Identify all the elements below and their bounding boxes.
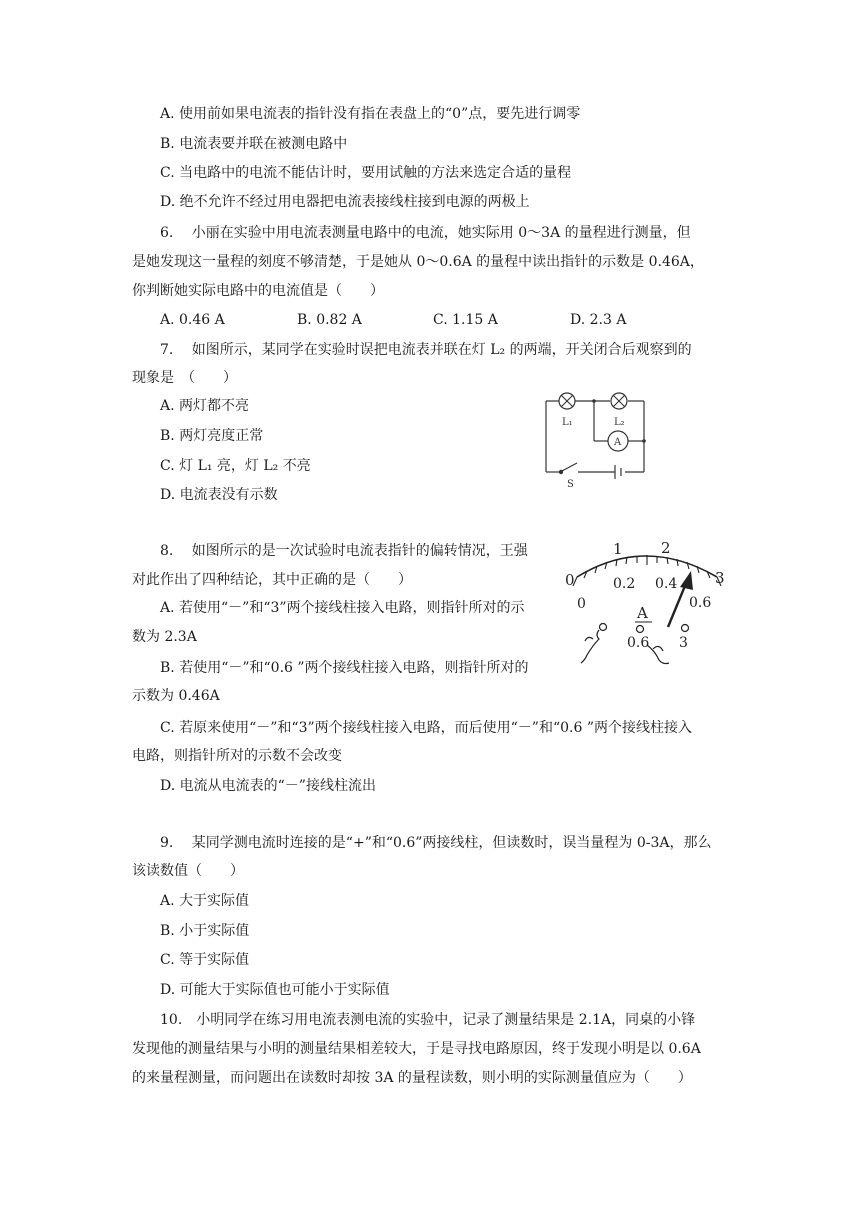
lower-scale-04: 0.4 [655,576,678,592]
junction-dot [642,439,646,443]
q9-option-d: D. 可能大于实际值也可能小于实际值 [160,982,390,998]
q9-option-c: C. 等于实际值 [160,952,250,968]
ammeter-label: A [614,437,622,448]
q8-stem-line2: 对此作出了四种结论，其中正确的是（ ） [132,572,412,588]
q6-stem-line3: 你判断她实际电路中的电流值是（ ） [132,283,384,299]
upper-scale-3: 3 [715,569,725,587]
q5-option-b: B. 电流表要并联在被测电路中 [160,136,348,152]
q7-circuit-diagram [540,385,652,490]
q6-option-d: D. 2.3 A [570,312,627,328]
q6-options-row [0,310,860,330]
lower-scale-06: 0.6 [689,595,712,611]
q5-option-a: A. 使用前如果电流表的指针没有指在表盘上的“0”点，要先进行调零 [160,106,581,122]
q5-option-d: D. 绝不允许不经过用电器把电流表接线柱接到电源的两极上 [160,194,530,210]
q9-stem-line1: 9. 某同学测电流时连接的是“+”和“0.6”两接线柱，但读数时，误当量程为 0-3A，那么 [160,835,712,851]
switch-label: S [567,479,574,490]
unit-label: A [637,604,648,622]
q8-option-c-line1: C. 若原来使用“－”和“3”两个接线柱接入电路，而后使用“－”和“0.6 ”两个接线柱接入 [160,720,692,736]
upper-scale-0: 0 [565,571,575,589]
q9-stem-line2: 该读数值（ ） [132,863,244,879]
terminal-label-3: 3 [679,635,688,651]
terminal-3 [682,625,689,632]
q6-option-c: C. 1.15 A [433,312,498,328]
upper-scale-2: 2 [661,539,671,557]
q6-stem-line1: 6. 小丽在实验中用电流表测量电路中的电流，她实际用 0～3A 的量程进行测量，但 [160,225,691,241]
q8-ammeter-dial [555,535,735,670]
q6-option-b: B. 0.82 A [297,312,362,328]
q8-option-c-line2: 电路，则指针所对的示数不会改变 [132,748,342,764]
q10-stem-line3: 的来量程测量，而问题出在读数时却按 3A 的量程读数，则小明的实际测量值应为（ ） [132,1070,692,1086]
q10-stem-line2: 发现他的测量结果与小明的测量结果相差较大，于是寻找电路原因，终于发现小明是以 0.6A [132,1041,701,1057]
dial-ticks [573,555,721,586]
q5-option-c: C. 当电路中的电流不能估计时，要用试触的方法来选定合适的量程 [160,165,572,181]
q10-stem-line1: 10. 小明同学在练习用电流表测电流的实验中，记录了测量结果是 2.1A，同桌的小锋 [160,1012,696,1028]
junction-dot [592,399,596,403]
q8-stem-line1: 8. 如图所示的是一次试验时电流表指针的偏转情况，王强 [160,543,528,559]
terminal-label-06: 0.6 [627,635,650,651]
q7-stem-line1: 7. 如图所示，某同学在实验时误把电流表并联在灯 L₂ 的两端，开关闭合后观察到的 [160,342,692,358]
q6-stem-line2: 是她发现这一量程的刻度不够清楚，于是她从 0～0.6A 的量程中读出指针的示数是 0.46A， [132,254,704,270]
q8-option-b-line1: B. 若使用“－”和“0.6 ”两个接线柱接入电路，则指针所对的 [160,660,529,676]
q9-option-a: A. 大于实际值 [160,893,250,909]
lamp-icon [559,393,575,409]
upper-scale-1: 1 [613,540,623,558]
q7-option-d: D. 电流表没有示数 [160,487,278,503]
terminal-minus [581,624,607,664]
q9-option-b: B. 小于实际值 [160,923,250,939]
q8-option-a-line1: A. 若使用“－”和“3”两个接线柱接入电路，则指针所对的示 [160,600,525,616]
q7-option-c: C. 灯 L₁ 亮，灯 L₂ 不亮 [160,458,311,474]
lamp1-label: L₁ [562,417,573,428]
q7-option-a: A. 两灯都不亮 [160,398,250,414]
q8-option-a-line2: 数为 2.3A [132,629,197,645]
pointer-arrowhead [680,571,693,590]
lower-scale-0: 0 [577,596,586,612]
lamp2-label: L₂ [614,417,625,428]
q7-stem-line2: 现象是 （ ） [132,370,237,386]
q8-option-b-line2: 示数为 0.46A [132,688,220,704]
lower-scale-02: 0.2 [613,576,636,592]
q7-option-b: B. 两灯亮度正常 [160,428,264,444]
q6-option-a: A. 0.46 A [160,312,225,328]
q8-option-d: D. 电流从电流表的“－”接线柱流出 [160,778,376,794]
lamp-icon [611,393,627,409]
